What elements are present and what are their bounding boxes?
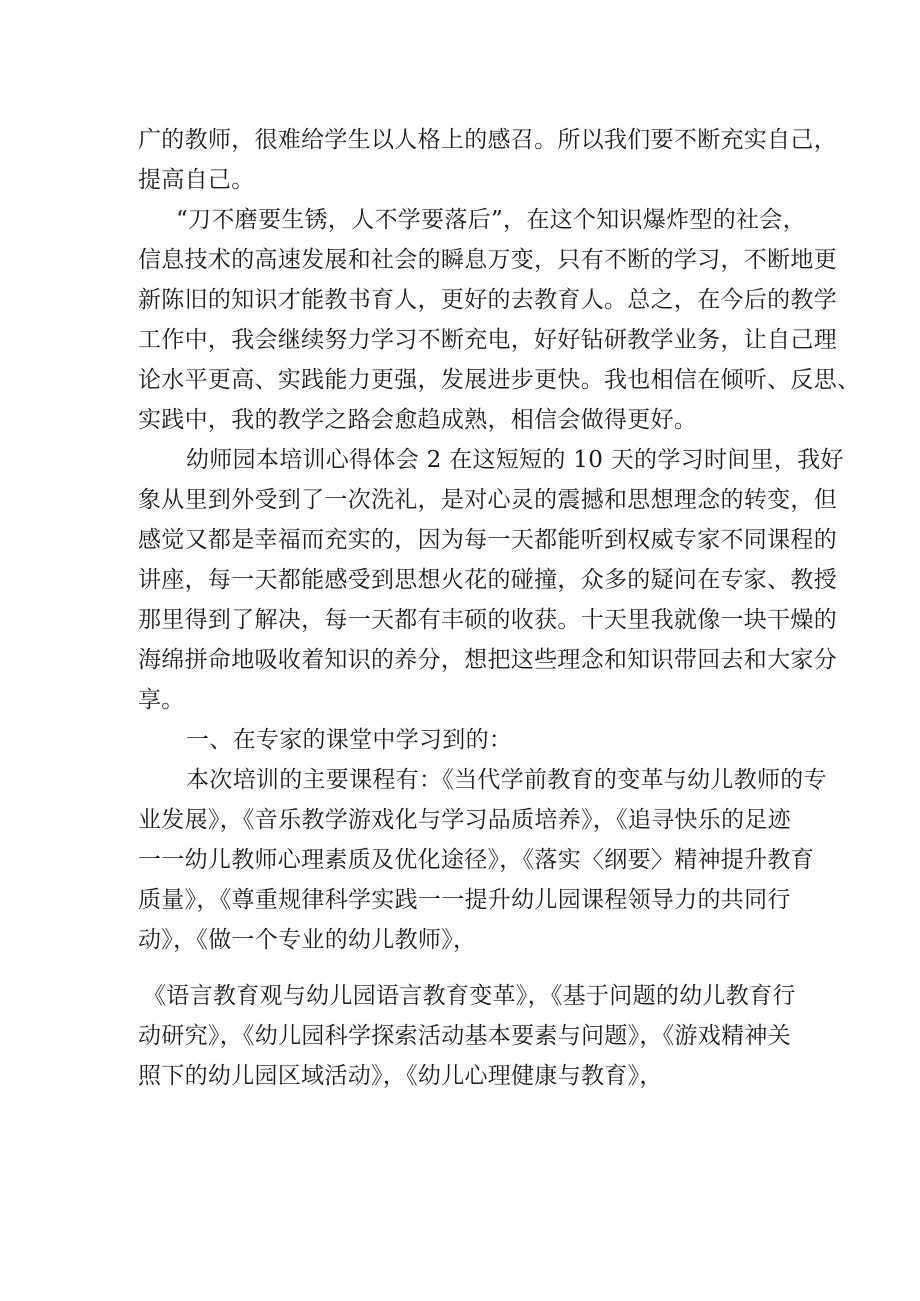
text-line: 信息技术的高速发展和社会的瞬息万变，只有不断的学习，不断地更 [138,247,837,273]
text-line: 新陈旧的知识才能教书育人，更好的去教育人。总之，在今后的教学 [138,287,837,313]
text-line: 象从里到外受到了一次洗礼，是对心灵的震撼和思想理念的转变，但 [138,487,837,513]
text-line: 感觉又都是幸福而充实的，因为每一天都能听到权威专家不同课程的 [138,527,837,553]
text-line: 工作中，我会继续努力学习不断充电，好好钻研教学业务，让自己理 [138,327,837,353]
text-line: 业发展》，《音乐教学游戏化与学习品质培养》，《追寻快乐的足迹 [138,807,791,833]
text-line: 享。 [138,687,185,713]
section-heading: 一、在专家的课堂中学习到的： [186,727,513,753]
text-line: 实践中，我的教学之路会愈趋成熟，相信会做得更好。 [138,407,698,433]
text-line: 讲座，每一天都能感受到思想火花的碰撞，众多的疑问在专家、教授 [138,567,837,593]
text-line: “刀不磨要生锈，人不学要落后”，在这个知识爆炸型的社会， [176,207,806,233]
text-line: 幼师园本培训心得体会 2 在这短短的 10 天的学习时间里，我好 [186,447,844,473]
text-line: 海绵拼命地吸收着知识的养分，想把这些理念和知识带回去和大家分 [138,647,837,673]
text-line: 照下的幼儿园区域活动》，《幼儿心理健康与教育》， [138,1063,663,1089]
text-line: 本次培训的主要课程有：《当代学前教育的变革与幼儿教师的专 [186,767,827,793]
text-line: 动》，《做一个专业的幼儿教师》， [138,927,477,953]
text-line: 广的教师，很难给学生以人格上的感召。所以我们要不断充实自己， [138,127,837,153]
text-line: 那里得到了解决，每一天都有丰硕的收获。十天里我就像一块干燥的 [138,607,837,633]
text-line: 提高自己。 [138,167,255,193]
text-line: 质量》，《尊重规律科学实践一一提升幼儿园课程领导力的共同行 [138,887,791,913]
text-line: 《语言教育观与幼儿园语言教育变革》，《基于问题的幼儿教育行 [143,983,796,1009]
text-line: 一一幼儿教师心理素质及优化途径》，《落实〈纲要〉精神提升教育 [138,847,814,873]
text-line: 论水平更高、实践能力更强，发展进步更快。我也相信在倾听、反思、 [138,367,861,393]
text-line: 动研究》，《幼儿园科学探索活动基本要素与问题》，《游戏精神关 [138,1023,791,1049]
